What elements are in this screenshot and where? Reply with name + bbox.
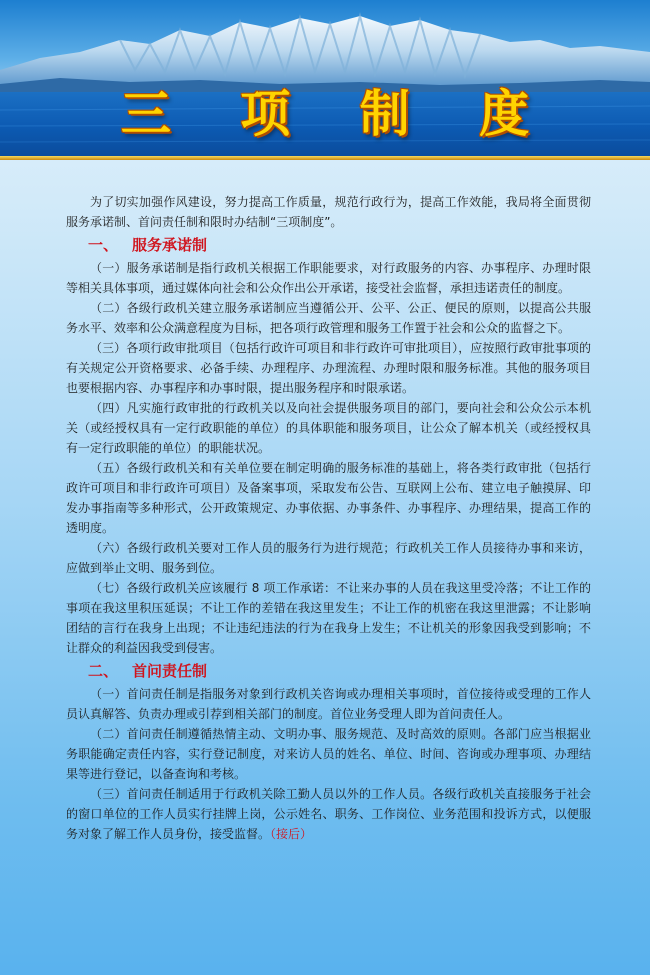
paragraph-text: （三）首问责任制适用于行政机关除工勤人员以外的工作人员。各级行政机关直接服务于社会的窗口单位的工作人员实行挂牌上岗，公示姓名、职务、工作岗位、业务范围和投诉方式，以便服务对象了解工作人员身份，接受监督。 bbox=[66, 787, 591, 841]
paragraph: （二）各级行政机关建立服务承诺制应当遵循公开、公平、公正、便民的原则，以提高公共服务水平、效率和公众满意程度为目标，把各项行政管理和服务工作置于社会和公众的监督之下。 bbox=[66, 301, 591, 335]
document-body bbox=[66, 192, 591, 844]
section-heading-service-commitment bbox=[66, 232, 591, 258]
section-title: 服务承诺制 bbox=[132, 236, 208, 254]
intro-paragraph: 为了切实加强作风建设，努力提高工作质量，规范行政行为，提高工作效能，我局将全面贯彻服务承诺制、首问责任制和限时办结制“三项制度”。 bbox=[66, 195, 591, 229]
page-title: 三 项 制 度 bbox=[120, 85, 556, 143]
paragraph: （三）各项行政审批项目（包括行政许可项目和非行政许可审批项目），应按照行政审批事项的有关规定公开资格要求、必备手续、办理程序、办理流程、办理时限和服务标准。其他的服务项目也要根据内容、办事程序和办事时限，提出服务程序和时限承诺。 bbox=[66, 341, 591, 395]
paragraph: （七）各级行政机关应该履行 8 项工作承诺：不让来办事的人员在我这里受冷落；不让工作的事项在我这里积压延误；不让工作的差错在我这里发生；不让工作的机密在我这里泄露；不让影响团结的言行在我身上出现；不让违纪违法的行为在我身上发生；不让机关的形象因我受到影响；不让群众的利益因我受到侵害。 bbox=[66, 581, 591, 655]
title-divider bbox=[0, 156, 650, 160]
section-number: 二、 bbox=[88, 662, 119, 680]
paragraph: （四）凡实施行政审批的行政机关以及向社会提供服务项目的部门，要向社会和公众公示本机关（或经授权具有一定行政职能的单位）的具体职能和服务项目，让公众了解本机关（或经授权具有一定行政职能的单位）的职能状况。 bbox=[66, 401, 591, 455]
paragraph: （一）首问责任制是指服务对象到行政机关咨询或办理相关事项时，首位接待或受理的工作人员认真解答、负责办理或引荐到相关部门的制度。首位业务受理人即为首问责任人。 bbox=[66, 687, 591, 721]
paragraph: （二）首问责任制遵循热情主动、文明办事、服务规范、及时高效的原则。各部门应当根据业务职能确定责任内容，实行登记制度，对来访人员的姓名、单位、时间、咨询或办理事项、办理结果等进行登记，以备查询和考核。 bbox=[66, 727, 591, 781]
paragraph: （一）服务承诺制是指行政机关根据工作职能要求，对行政服务的内容、办事程序、办理时限等相关具体事项，通过媒体向社会和公众作出公开承诺，接受社会监督，承担违诺责任的制度。 bbox=[66, 261, 591, 295]
section-number: 一、 bbox=[88, 236, 119, 254]
section-title: 首问责任制 bbox=[132, 662, 208, 680]
paragraph bbox=[66, 784, 591, 844]
continued-note: （接后） bbox=[270, 827, 313, 841]
paragraph: （五）各级行政机关和有关单位要在制定明确的服务标准的基础上，将各类行政审批（包括行政许可项目和非行政许可项目）及备案事项，采取发布公告、互联网上公布、建立电子触摸屏、印发办事指南等多种形式，公开政策规定、办事依据、办事条件、办事程序、办理结果，提高工作的透明度。 bbox=[66, 461, 591, 535]
paragraph: （六）各级行政机关要对工作人员的服务行为进行规范；行政机关工作人员接待办事和来访，应做到举止文明、服务到位。 bbox=[66, 541, 591, 575]
section-heading-first-inquiry bbox=[66, 658, 591, 684]
